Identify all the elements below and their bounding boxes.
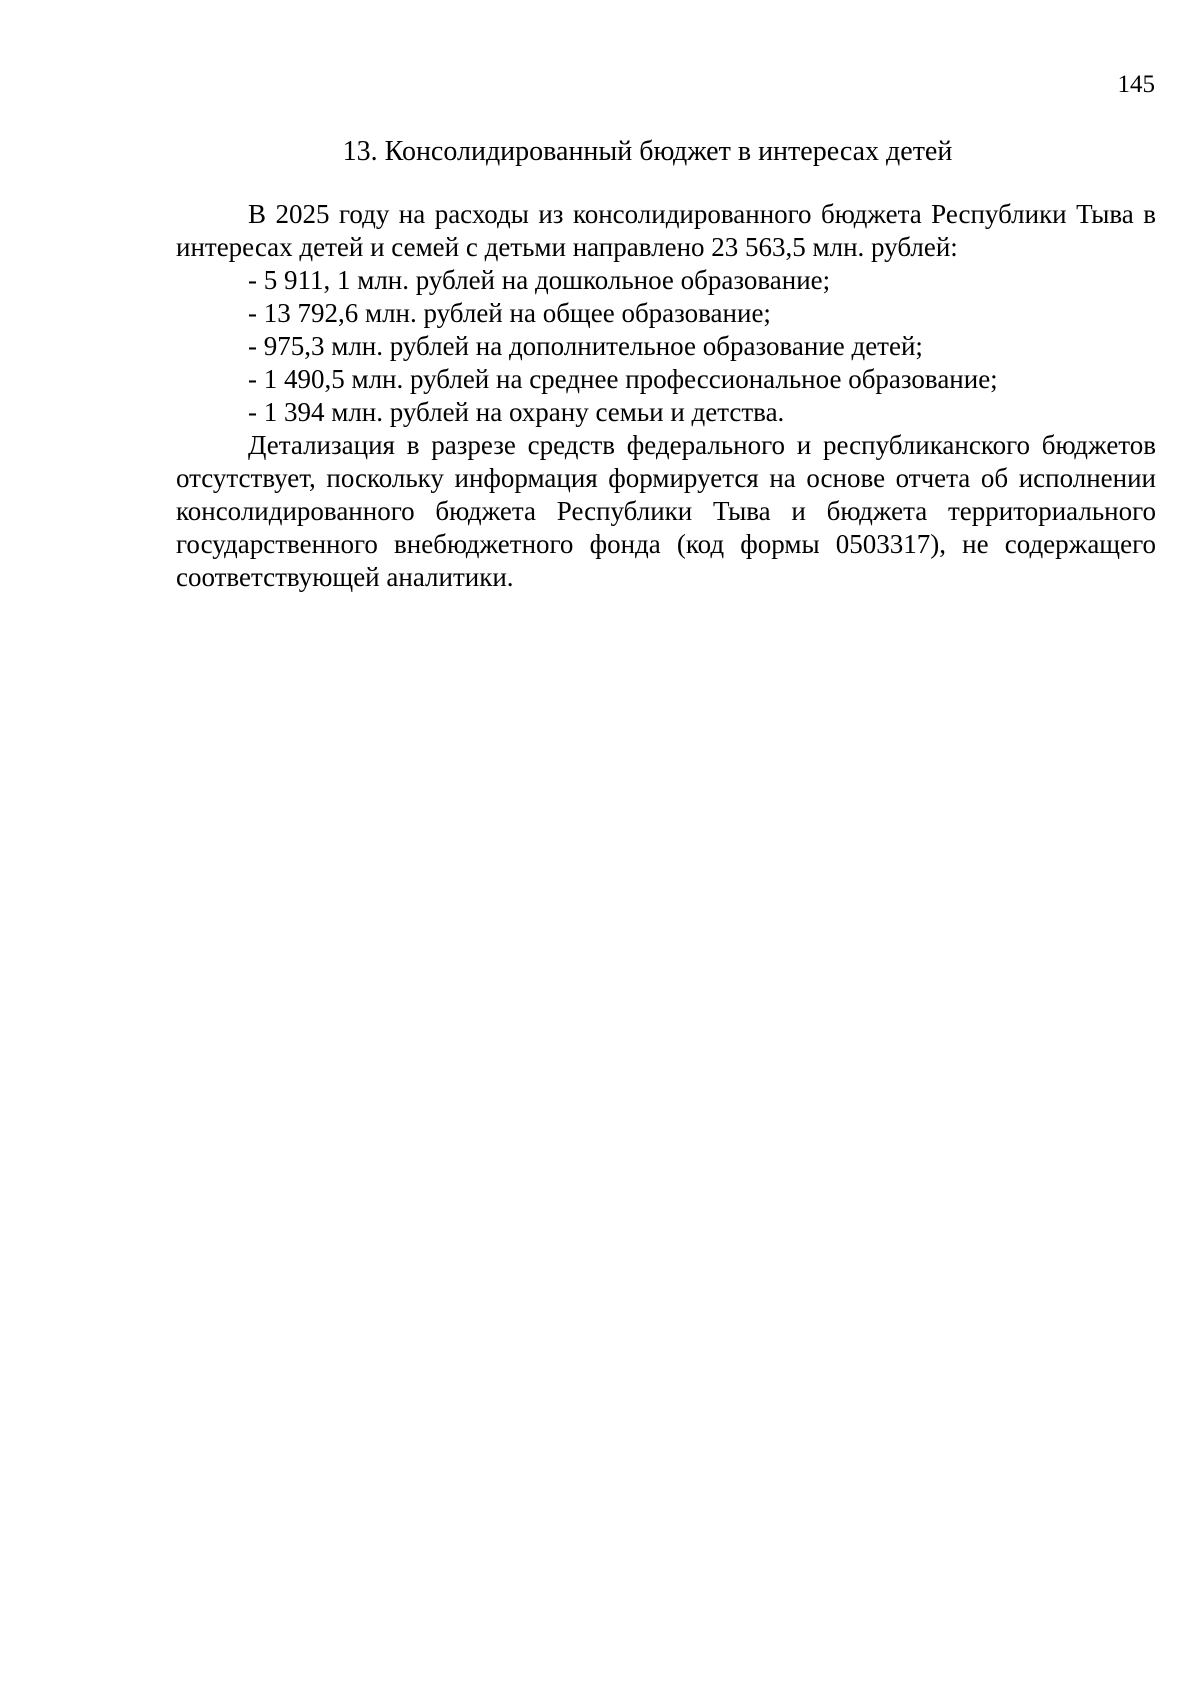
body-text [176, 198, 1156, 594]
section-title: 13. Консолидированный бюджет в интересах детей [342, 136, 953, 167]
list-item: - 975,3 млн. рублей на дополнительное образование детей; [248, 331, 923, 361]
list-item: - 13 792,6 млн. рублей на общее образование; [248, 298, 771, 328]
detail-paragraph: Детализация в разрезе средств федерального и республиканского бюджетов отсутствует, поскольку информация формируется на основе отчета об исполнении консолидированного бюджета Республики Тыва и бюджета территориального государственного внебюджетного фонда (код формы 0503317), не содержащего соответствующей аналитики. [176, 430, 1156, 592]
list-item: - 1 394 млн. рублей на охрану семьи и детства. [248, 397, 785, 427]
list-item: - 1 490,5 млн. рублей на среднее профессиональное образование; [248, 364, 998, 394]
intro-paragraph: В 2025 году на расходы из консолидированного бюджета Республики Тыва в интересах детей и семей с детьми направлено 23 563,5 млн. рублей: [176, 199, 1156, 262]
page-number: 145 [1117, 71, 1155, 98]
expense-list [176, 264, 1156, 429]
list-item: - 5 911, 1 млн. рублей на дошкольное образование; [248, 265, 831, 295]
